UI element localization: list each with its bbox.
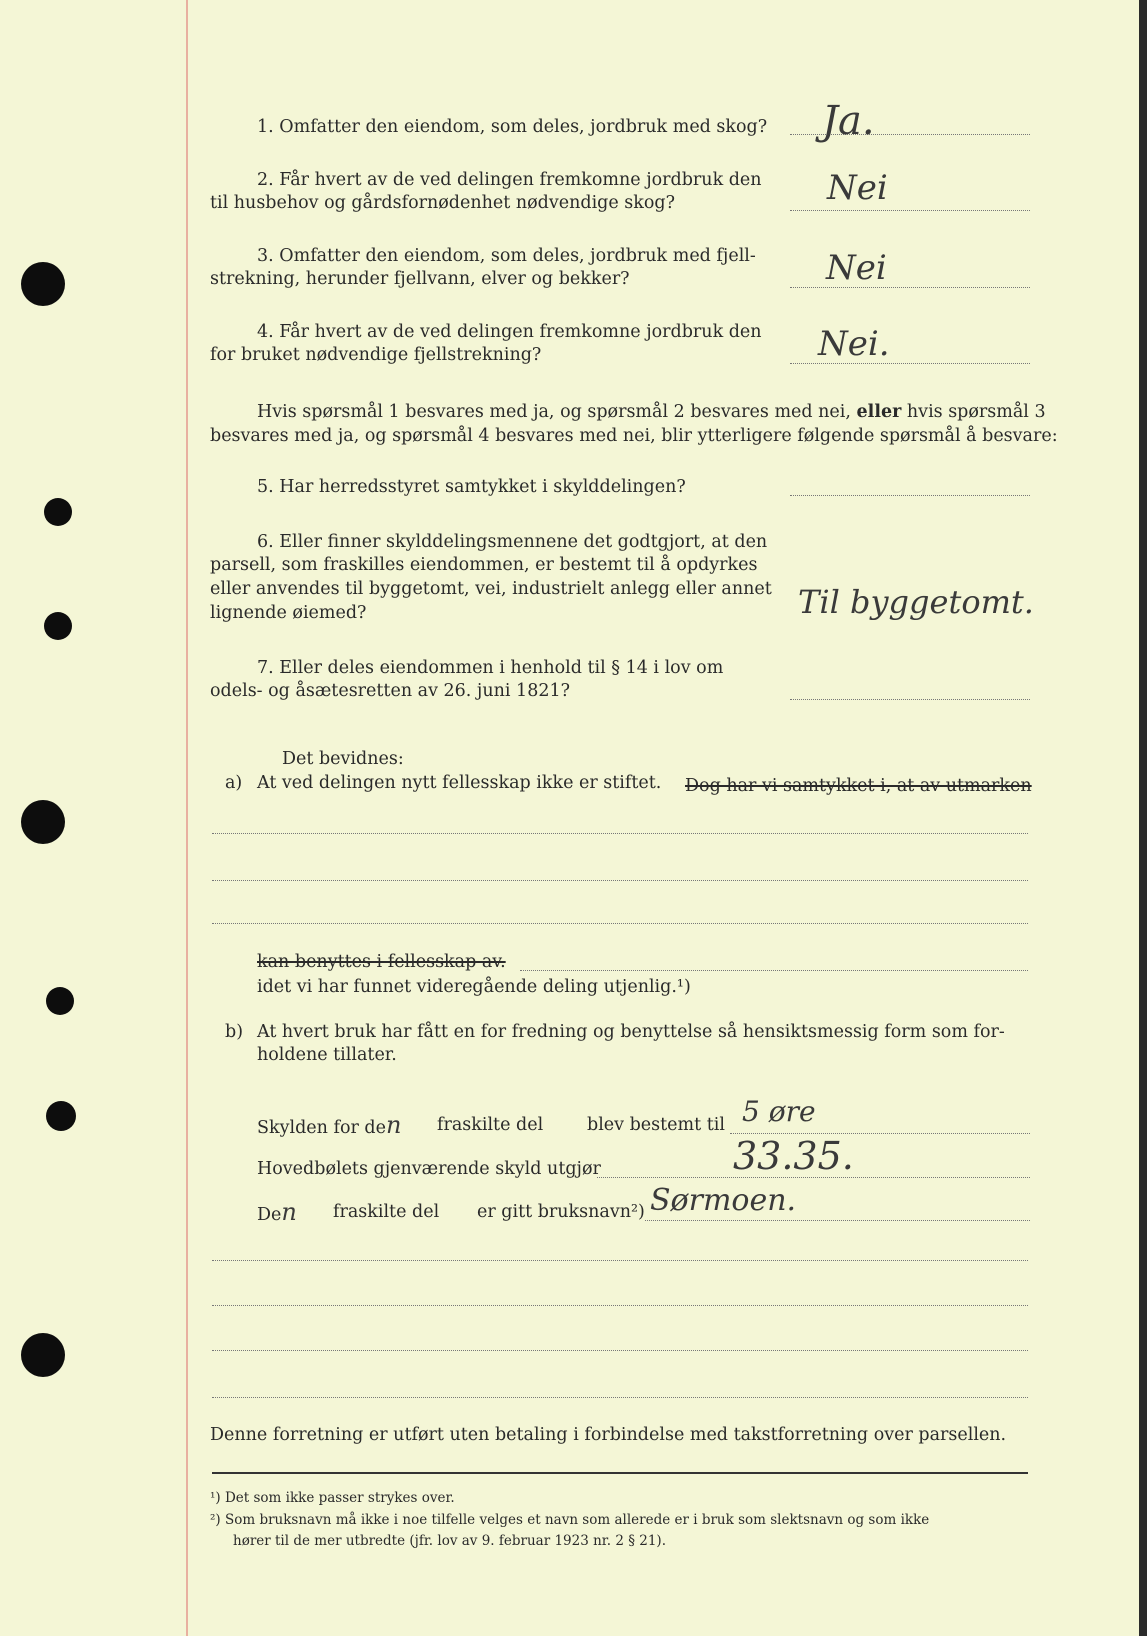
blank-line <box>520 970 1028 971</box>
skyld-line-1c: blev bestemt til <box>587 1115 725 1135</box>
certify-b-line-2: holdene tillater. <box>257 1045 397 1065</box>
skyld-line-3b: fraskilte del <box>333 1202 440 1222</box>
question-5: 5. Har herredsstyret samtykket i skylddelingen? <box>257 477 686 497</box>
skyld-line-3a <box>257 1200 297 1227</box>
footnote-2-line-2: hører til de mer utbredte (jfr. lov av 9. februar 1923 nr. 2 § 21). <box>233 1533 666 1549</box>
certify-a-label: a) <box>225 773 243 793</box>
question-6-line-3: eller anvendes til byggetomt, vei, industrielt anlegg eller annet <box>210 579 772 599</box>
skyld-answer-2: 33.35. <box>733 1134 854 1178</box>
punch-hole <box>46 987 74 1015</box>
punch-hole <box>44 498 72 526</box>
question-7-line-2: odels- og åsætesretten av 26. juni 1821? <box>210 681 570 701</box>
answer-6: Til byggetomt. <box>798 583 1034 621</box>
punch-hole <box>46 1101 76 1131</box>
certify-a-struck: Dog har vi samtykket i, at av utmarken <box>685 776 1032 796</box>
blank-line <box>212 1305 1028 1306</box>
blank-line <box>212 1350 1028 1351</box>
certify-a-cont: idet vi har funnet videregående deling utjenlig.¹) <box>257 977 691 997</box>
condition-line-2: besvares med ja, og spørsmål 4 besvares med nei, blir ytterligere følgende spørsmål å besvare: <box>210 426 1058 446</box>
skyld-answer-3: Sørmoen. <box>650 1183 797 1218</box>
answer-3: Nei <box>826 248 887 288</box>
punch-hole <box>21 1333 65 1377</box>
certify-a-struck-2: kan benyttes i fellesskap av. <box>257 952 506 972</box>
handwritten-suffix: n <box>281 1198 297 1226</box>
punch-hole <box>21 262 65 306</box>
punch-hole <box>21 800 65 844</box>
certify-heading: Det bevidnes: <box>282 749 404 769</box>
skyld-answer-1: 5 øre <box>742 1095 816 1128</box>
skyld-text: Skylden for de <box>257 1118 386 1138</box>
answer-4: Nei. <box>818 324 890 364</box>
skyld-line-1b: fraskilte del <box>437 1115 544 1135</box>
condition-line-1 <box>257 400 1046 424</box>
blank-line <box>212 1260 1028 1261</box>
question-7-line-1: 7. Eller deles eiendommen i henhold til § 14 i lov om <box>257 658 724 678</box>
question-3-line-1: 3. Omfatter den eiendom, som deles, jordbruk med fjell- <box>257 246 756 266</box>
footnote-1: ¹) Det som ikke passer strykes over. <box>210 1490 455 1506</box>
skyld-line-1a <box>257 1113 401 1140</box>
blank-line <box>212 833 1028 834</box>
scan-edge <box>1139 0 1147 1636</box>
punch-hole <box>44 612 72 640</box>
footnote-2-line-1: ²) Som bruksnavn må ikke i noe tilfelle velges et navn som allerede er i bruk som slektsnavn og som ikke <box>210 1512 930 1528</box>
question-1: 1. Omfatter den eiendom, som deles, jordbruk med skog? <box>257 117 768 137</box>
condition-text-c: hvis spørsmål 3 <box>906 402 1046 422</box>
margin-line <box>186 0 188 1636</box>
certify-b-label: b) <box>225 1022 244 1042</box>
closing-statement: Denne forretning er utført uten betaling i forbindelse med takstforretning over parsellen. <box>210 1425 1007 1445</box>
question-3-line-2: strekning, herunder fjellvann, elver og bekker? <box>210 269 630 289</box>
answer-1: Ja. <box>822 98 875 144</box>
condition-text-b: eller <box>856 402 902 422</box>
skyld-line-3c: er gitt bruksnavn²) <box>477 1202 645 1222</box>
answer-2: Nei <box>827 168 888 208</box>
question-6-line-1: 6. Eller finner skylddelingsmennene det godtgjort, at den <box>257 532 768 552</box>
question-2-line-1: 2. Får hvert av de ved delingen fremkomne jordbruk den <box>257 170 762 190</box>
certify-a-text: At ved delingen nytt fellesskap ikke er stiftet. <box>257 773 662 793</box>
question-4-line-1: 4. Får hvert av de ved delingen fremkomne jordbruk den <box>257 322 762 342</box>
handwritten-suffix: n <box>385 1111 402 1139</box>
blank-line <box>212 880 1028 881</box>
footnote-rule <box>212 1472 1028 1474</box>
question-6-line-4: lignende øiemed? <box>210 603 367 623</box>
condition-text-a: Hvis spørsmål 1 besvares med ja, og spørsmål 2 besvares med nei, <box>257 402 851 422</box>
blank-line <box>212 1397 1028 1398</box>
question-6-line-2: parsell, som fraskilles eiendommen, er bestemt til å opdyrkes <box>210 555 758 575</box>
certify-b-line-1: At hvert bruk har fått en for fredning og benyttelse så hensiktsmessig form som for- <box>257 1022 1005 1042</box>
blank-line <box>212 923 1028 924</box>
skyld-text: De <box>257 1205 282 1225</box>
answer-line <box>645 1220 1030 1221</box>
question-2-line-2: til husbehov og gårdsfornødenhet nødvendige skog? <box>210 193 675 213</box>
answer-line <box>790 210 1030 211</box>
answer-line <box>790 699 1030 700</box>
answer-line <box>790 495 1030 496</box>
question-4-line-2: for bruket nødvendige fjellstrekning? <box>210 345 542 365</box>
skyld-line-2: Hovedbølets gjenværende skyld utgjør <box>257 1159 601 1179</box>
